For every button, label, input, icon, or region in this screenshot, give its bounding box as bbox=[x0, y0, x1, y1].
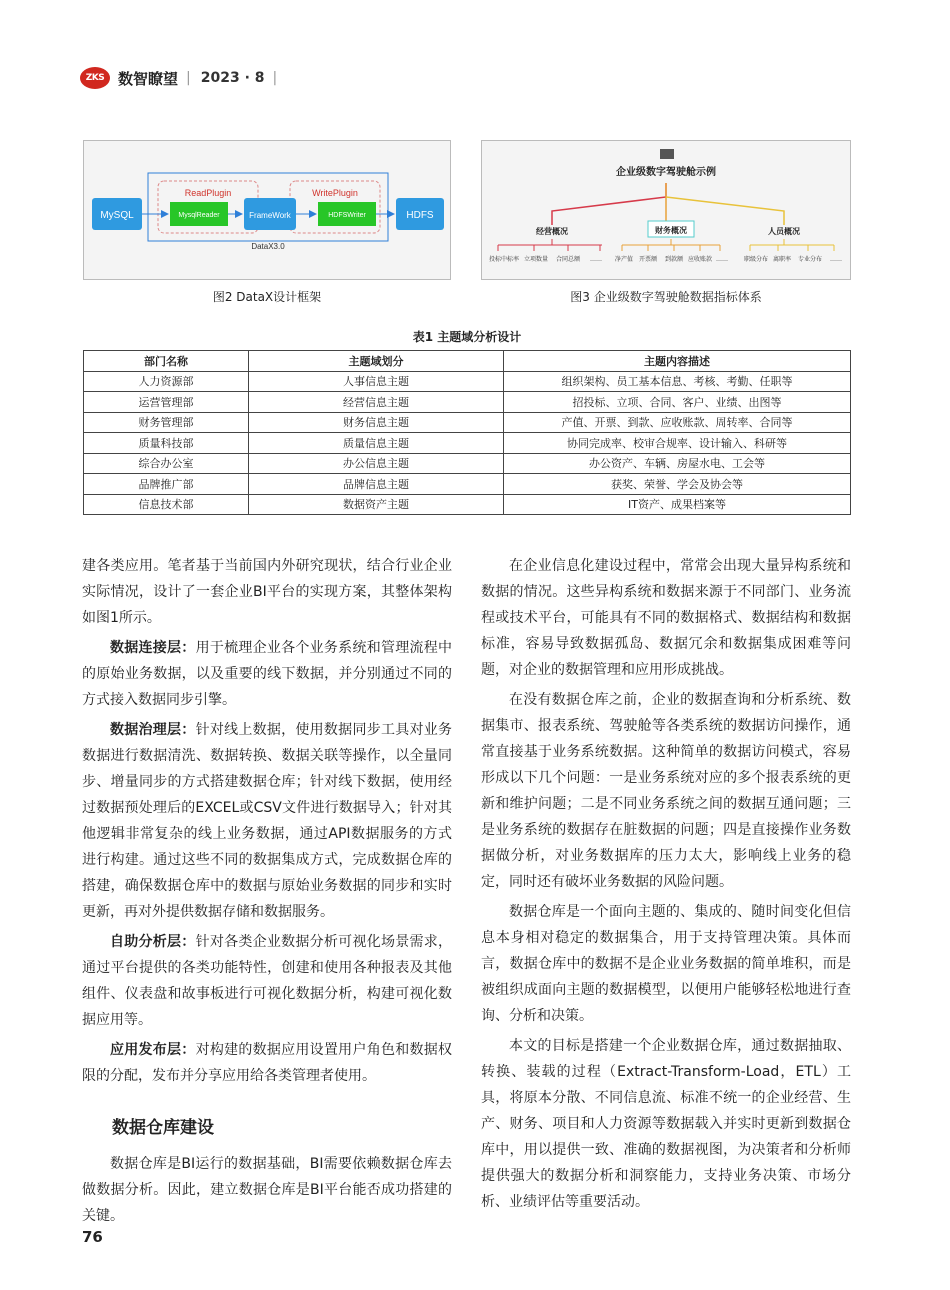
cell-department: 运营管理部 bbox=[84, 392, 249, 413]
indicator: 立项数量 bbox=[523, 256, 549, 263]
header-domain: 主题域划分 bbox=[249, 351, 504, 372]
body-paragraph: 建各类应用。笔者基于当前国内外研究现状，结合行业企业实际情况，设计了一套企业BI平台的实现方案，其整体架构如图1所示。 bbox=[82, 558, 452, 626]
body-paragraph bbox=[82, 1037, 452, 1089]
cell-domain: 人事信息主题 bbox=[249, 371, 504, 392]
table-row bbox=[84, 494, 851, 515]
indicator: 到款额 bbox=[664, 256, 684, 263]
paragraph-text: 针对各类企业数据分析可视化场景需求，通过平台提供的各类功能特性，创建和使用各种报表及其他组件、仪表盘和故事板进行可视化数据分析，构建可视化数据应用等。 bbox=[82, 934, 453, 1028]
figure-3-caption: 图3 企业级数字驾驶舱数据指标体系 bbox=[570, 290, 762, 304]
cell-department: 人力资源部 bbox=[84, 371, 249, 392]
journal-logo: ZKS bbox=[80, 67, 110, 89]
cell-description: 产值、开票、到款、应收账款、周转率、合同等 bbox=[504, 412, 851, 433]
hdfs-label: HDFS bbox=[406, 210, 434, 221]
term-lead: 应用发布层： bbox=[110, 1042, 196, 1058]
table-row bbox=[84, 453, 851, 474]
term-lead: 数据连接层： bbox=[110, 640, 196, 656]
mysql-reader-label: MysqlReader bbox=[178, 212, 220, 219]
left-column bbox=[82, 553, 452, 1233]
body-paragraph: 在企业信息化建设过程中，常常会出现大量异构系统和数据的情况。这些异构系统和数据来源于不同部门、业务流程或技术平台，可能具有不同的数据格式、数据结构和数据标准，容易导致数据孤岛、数据冗余和数据集成困难等问题，对企业的数据管理和应用形成挑战。 bbox=[481, 558, 851, 678]
cell-description: 组织架构、员工基本信息、考核、考勤、任职等 bbox=[504, 371, 851, 392]
mysql-label: MySQL bbox=[100, 210, 134, 221]
header-description: 主题内容描述 bbox=[504, 351, 851, 372]
figure-datax-framework bbox=[83, 140, 451, 280]
page-number: 76 bbox=[82, 1228, 103, 1246]
header-separator-end: | bbox=[272, 70, 278, 86]
body-paragraph bbox=[82, 929, 452, 1033]
journal-name: 数智瞭望 bbox=[118, 69, 179, 88]
datax-diagram bbox=[84, 141, 450, 279]
section-heading: 数据仓库建设 bbox=[112, 1118, 214, 1138]
cell-description: IT资产、成果档案等 bbox=[504, 494, 851, 515]
indicator: …… bbox=[716, 256, 728, 263]
indicator: …… bbox=[590, 256, 602, 263]
term-lead: 自助分析层： bbox=[110, 934, 196, 950]
cell-description: 招投标、立项、合同、客户、业绩、出图等 bbox=[504, 392, 851, 413]
figure-cockpit-indicators bbox=[481, 140, 851, 280]
cell-domain: 办公信息主题 bbox=[249, 453, 504, 474]
cell-department: 信息技术部 bbox=[84, 494, 249, 515]
body-paragraph bbox=[82, 717, 452, 925]
read-plugin-label: ReadPlugin bbox=[184, 188, 232, 198]
indicator: 应收账款 bbox=[687, 256, 713, 263]
term-lead: 数据治理层： bbox=[110, 722, 196, 738]
group-business: 经营概况 bbox=[536, 227, 568, 236]
cell-description: 办公资产、车辆、房屋水电、工会等 bbox=[504, 453, 851, 474]
cell-department: 财务管理部 bbox=[84, 412, 249, 433]
indicator: 离职率 bbox=[772, 256, 792, 263]
table-row bbox=[84, 371, 851, 392]
paragraph-text: 用于梳理企业各个业务系统和管理流程中的原始业务数据，以及重要的线下数据，并分别通过不同的方式接入数据同步引擎。 bbox=[82, 640, 453, 708]
table-row bbox=[84, 392, 851, 413]
indicator: 职级分布 bbox=[743, 256, 769, 263]
cockpit-diagram bbox=[482, 141, 850, 279]
table-row bbox=[84, 474, 851, 495]
indicator: 净产值 bbox=[614, 256, 634, 263]
cell-domain: 品牌信息主题 bbox=[249, 474, 504, 495]
table-caption: 表1 主题域分析设计 bbox=[412, 330, 522, 344]
cell-domain: 财务信息主题 bbox=[249, 412, 504, 433]
cockpit-title: 企业级数字驾驶舱示例 bbox=[616, 167, 716, 178]
indicator: 专业分布 bbox=[797, 256, 823, 263]
indicator: 开票额 bbox=[638, 256, 658, 263]
body-paragraph bbox=[82, 635, 452, 713]
body-paragraph: 本文的目标是搭建一个企业数据仓库，通过数据抽取、转换、装载的过程（Extract-Transform-Load，ETL）工具，将原本分散、不同信息流、标准不统一的企业经营、生产、财务、项目和人力资源等数据载入并实时更新到数据仓库中，用以提供一致、准确的数据视图，为决策者和分析师提供强大的数据分析和洞察能力，支持业务决策、市场分析、业绩评估等重要活动。 bbox=[481, 1038, 851, 1210]
body-paragraph: 在没有数据仓库之前，企业的数据查询和分析系统、数据集市、报表系统、驾驶舱等各类系统的数据访问操作，通常直接基于业务系统数据。这种简单的数据访问模式，容易形成以下几个问题：一是业务系统对应的多个报表系统的更新和维护问题；二是不同业务系统之间的数据互通问题；三是业务系统的数据存在脏数据的问题；四是直接操作业务数据做分析，对业务数据库的压力太大，影响线上业务的稳定，同时还有破坏业务数据的风险问题。 bbox=[481, 692, 851, 890]
table-row bbox=[84, 433, 851, 454]
page-header bbox=[80, 64, 277, 92]
cell-domain: 经营信息主题 bbox=[249, 392, 504, 413]
paragraph-text: 针对线上数据，使用数据同步工具对业务数据进行数据清洗、数据转换、数据关联等操作，以全量同步、增量同步的方式搭建数据仓库；针对线下数据，使用经过数据预处理后的EXCEL或CSV文件进行数据导入；针对其他逻辑非常复杂的线上业务数据，通过API数据服务的方式进行构建。通过这些不同的数据集成方式，完成数据仓库的搭建，确保数据仓库中的数据与原始业务数据的同步和实时更新，再对外提供数据存储和数据服务。 bbox=[82, 722, 453, 920]
cell-description: 协同完成率、校审合规率、设计输入、科研等 bbox=[504, 433, 851, 454]
cell-domain: 数据资产主题 bbox=[249, 494, 504, 515]
framework-label: FrameWork bbox=[249, 211, 291, 220]
group-finance: 财务概况 bbox=[655, 226, 687, 235]
indicator: 投标中标率 bbox=[488, 256, 520, 263]
header-separator: | bbox=[186, 70, 191, 86]
cell-domain: 质量信息主题 bbox=[249, 433, 504, 454]
table-row bbox=[84, 412, 851, 433]
hdfs-writer-label: HDFSWriter bbox=[328, 212, 366, 219]
body-paragraph: 数据仓库是BI运行的数据基础，BI需要依赖数据仓库去做数据分析。因此，建立数据仓库是BI平台能否成功搭建的关键。 bbox=[82, 1156, 452, 1224]
write-plugin-label: WritePlugin bbox=[312, 188, 358, 198]
cell-description: 获奖、荣誉、学会及协会等 bbox=[504, 474, 851, 495]
datax-container-label: DataX3.0 bbox=[251, 242, 285, 251]
cell-department: 质量科技部 bbox=[84, 433, 249, 454]
right-column bbox=[481, 553, 851, 1219]
paragraph-text: 对构建的数据应用设置用户角色和数据权限的分配，发布并分享应用给各类管理者使用。 bbox=[82, 1042, 453, 1084]
indicator: …… bbox=[830, 256, 842, 263]
cell-department: 品牌推广部 bbox=[84, 474, 249, 495]
topic-domain-table bbox=[83, 350, 851, 515]
body-paragraph: 数据仓库是一个面向主题的、集成的、随时间变化但信息本身相对稳定的数据集合，用于支持管理决策。具体而言，数据仓库中的数据不是企业业务数据的简单堆积，而是被组织成面向主题的数据模型，以便用户能够轻松地进行查询、分析和决策。 bbox=[481, 904, 851, 1024]
figure-2-caption: 图2 DataX设计框架 bbox=[212, 290, 322, 304]
monitor-icon bbox=[660, 149, 674, 159]
table-header-row bbox=[84, 351, 851, 372]
group-people: 人员概况 bbox=[768, 227, 800, 236]
header-department: 部门名称 bbox=[84, 351, 249, 372]
indicator: 合同总额 bbox=[555, 256, 581, 263]
issue-label: 2023 · 8 bbox=[200, 70, 265, 86]
cell-department: 综合办公室 bbox=[84, 453, 249, 474]
